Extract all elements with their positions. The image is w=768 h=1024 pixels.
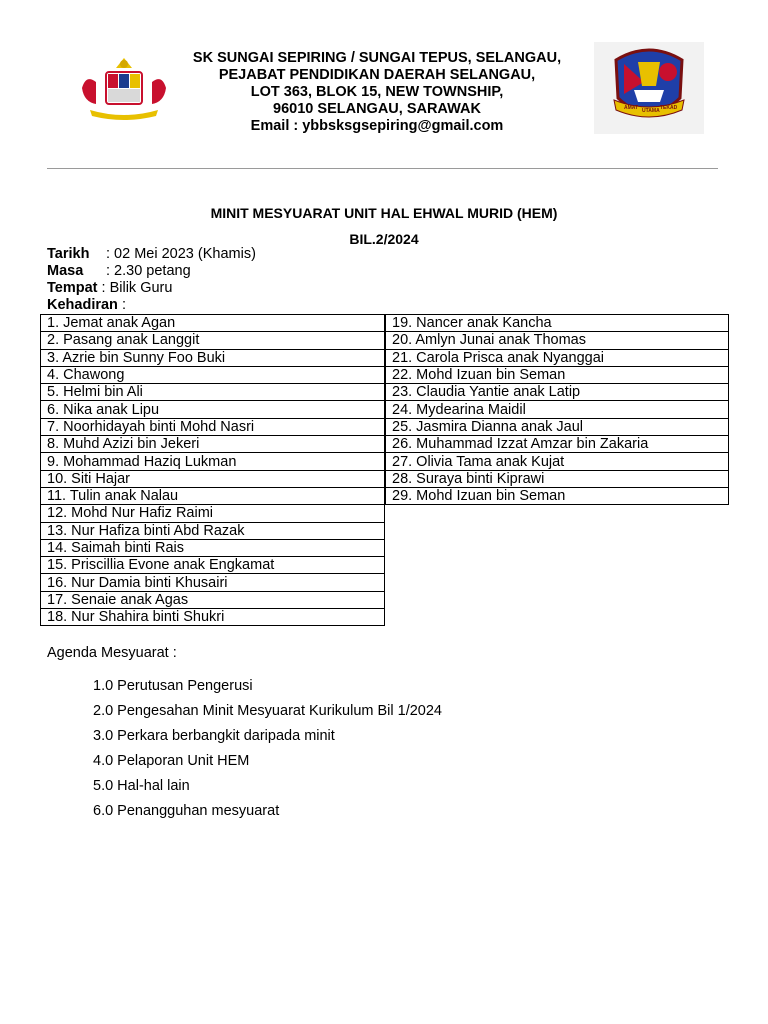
attendee-name: 27. Olivia Tama anak Kujat xyxy=(386,453,729,470)
table-row xyxy=(41,401,385,418)
badge-text-amat: AMAT xyxy=(624,105,639,111)
attendee-name: 8. Muhd Azizi bin Jekeri xyxy=(41,436,385,453)
agenda-item: 2.0 Pengesahan Minit Mesyuarat Kurikulum Bil 1/2024 xyxy=(93,703,442,719)
attendee-name: 12. Mohd Nur Hafiz Raimi xyxy=(41,505,385,522)
table-row xyxy=(41,453,385,470)
attendance-table-left xyxy=(40,314,385,626)
table-row xyxy=(386,315,729,332)
table-row xyxy=(41,609,385,626)
kehadiran-label: Kehadiran xyxy=(47,297,118,313)
attendee-name: 14. Saimah binti Rais xyxy=(41,539,385,556)
attendee-name: 3. Azrie bin Sunny Foo Buki xyxy=(41,349,385,366)
table-row xyxy=(41,539,385,556)
attendee-name: 25. Jasmira Dianna anak Jaul xyxy=(386,418,729,435)
table-row xyxy=(41,366,385,383)
kehadiran-suffix: : xyxy=(117,297,126,313)
attendee-name: 24. Mydearina Maidil xyxy=(386,401,729,418)
agenda-list xyxy=(93,678,442,828)
attendee-name: 23. Claudia Yantie anak Latip xyxy=(386,384,729,401)
table-row xyxy=(41,591,385,608)
attendee-name: 9. Mohammad Haziq Lukman xyxy=(41,453,385,470)
attendee-name: 2. Pasang anak Langgit xyxy=(41,332,385,349)
attendee-name: 21. Carola Prisca anak Nyanggai xyxy=(386,349,729,366)
table-row xyxy=(41,436,385,453)
attendee-name: 28. Suraya binti Kiprawi xyxy=(386,470,729,487)
table-row xyxy=(41,315,385,332)
agenda-item: 3.0 Perkara berbangkit daripada minit xyxy=(93,728,335,744)
attendee-name: 22. Mohd Izuan bin Seman xyxy=(386,366,729,383)
attendee-name: 6. Nika anak Lipu xyxy=(41,401,385,418)
tarikh-row xyxy=(47,246,256,263)
table-row xyxy=(41,470,385,487)
attendee-name: 1. Jemat anak Agan xyxy=(41,315,385,332)
attendee-name: 11. Tulin anak Nalau xyxy=(41,487,385,504)
badge-text-tekad: TEKAD xyxy=(660,105,678,111)
table-row xyxy=(386,366,729,383)
attendee-name: 4. Chawong xyxy=(41,366,385,383)
tempat-label: Tempat xyxy=(47,280,98,296)
table-row xyxy=(386,349,729,366)
tempat-row xyxy=(47,280,256,297)
attendee-name: 17. Senaie anak Agas xyxy=(41,591,385,608)
table-row xyxy=(386,418,729,435)
attendance-table-right xyxy=(385,314,729,505)
table-row xyxy=(386,470,729,487)
postcode-line: 96010 SELANGAU, SARAWAK xyxy=(273,101,481,117)
masa-row xyxy=(47,263,256,280)
table-row xyxy=(41,418,385,435)
table-row xyxy=(41,505,385,522)
tempat-value: : Bilik Guru xyxy=(101,280,173,296)
attendee-name: 18. Nur Shahira binti Shukri xyxy=(41,609,385,626)
agenda-item: 1.0 Perutusan Pengerusi xyxy=(93,678,253,694)
attendee-name: 20. Amlyn Junai anak Thomas xyxy=(386,332,729,349)
table-row xyxy=(41,332,385,349)
table-row xyxy=(41,487,385,504)
table-row xyxy=(386,487,729,504)
attendee-name: 16. Nur Damia binti Khusairi xyxy=(41,574,385,591)
table-row xyxy=(41,349,385,366)
attendee-name: 29. Mohd Izuan bin Seman xyxy=(386,487,729,504)
table-row xyxy=(386,332,729,349)
document-title: MINIT MESYUARAT UNIT HAL EHWAL MURID (HEM) xyxy=(210,205,558,221)
badge-text-utama: UTAMA xyxy=(642,108,660,114)
table-row xyxy=(41,574,385,591)
agenda-item: 5.0 Hal-hal lain xyxy=(93,778,190,794)
agenda-title: Agenda Mesyuarat : xyxy=(47,645,177,661)
meeting-details xyxy=(47,246,256,314)
table-row xyxy=(386,436,729,453)
table-row xyxy=(41,384,385,401)
address-line: LOT 363, BLOK 15, NEW TOWNSHIP, xyxy=(250,84,504,100)
district-office: PEJABAT PENDIDIKAN DAERAH SELANGAU, xyxy=(218,67,536,83)
masa-value: : 2.30 petang xyxy=(106,263,191,279)
email-line: Email : ybbsksgsepiring@gmail.com xyxy=(250,118,504,134)
attendee-name: 5. Helmi bin Ali xyxy=(41,384,385,401)
coat-of-arms-logo xyxy=(76,54,172,124)
masa-label: Masa xyxy=(47,263,84,279)
school-name: SK SUNGAI SEPIRING / SUNGAI TEPUS, SELANGAU, xyxy=(192,50,562,66)
attendee-name: 7. Noorhidayah binti Mohd Nasri xyxy=(41,418,385,435)
attendee-name: 13. Nur Hafiza binti Abd Razak xyxy=(41,522,385,539)
table-row xyxy=(386,401,729,418)
table-row xyxy=(386,453,729,470)
attendee-name: 26. Muhammad Izzat Amzar bin Zakaria xyxy=(386,436,729,453)
header-divider xyxy=(47,168,718,169)
attendee-name: 10. Siti Hajar xyxy=(41,470,385,487)
attendee-name: 19. Nancer anak Kancha xyxy=(386,315,729,332)
agenda-item: 4.0 Pelaporan Unit HEM xyxy=(93,753,250,769)
document-bil: BIL.2/2024 xyxy=(349,231,419,247)
table-row xyxy=(41,557,385,574)
letterhead xyxy=(170,50,584,135)
school-badge-logo xyxy=(594,42,704,134)
table-row xyxy=(41,522,385,539)
tarikh-label: Tarikh xyxy=(47,246,90,262)
agenda-item: 6.0 Penangguhan mesyuarat xyxy=(93,803,280,819)
table-row xyxy=(386,384,729,401)
tarikh-value: : 02 Mei 2023 (Khamis) xyxy=(106,246,256,262)
kehadiran-row xyxy=(47,297,256,314)
attendee-name: 15. Priscillia Evone anak Engkamat xyxy=(41,557,385,574)
